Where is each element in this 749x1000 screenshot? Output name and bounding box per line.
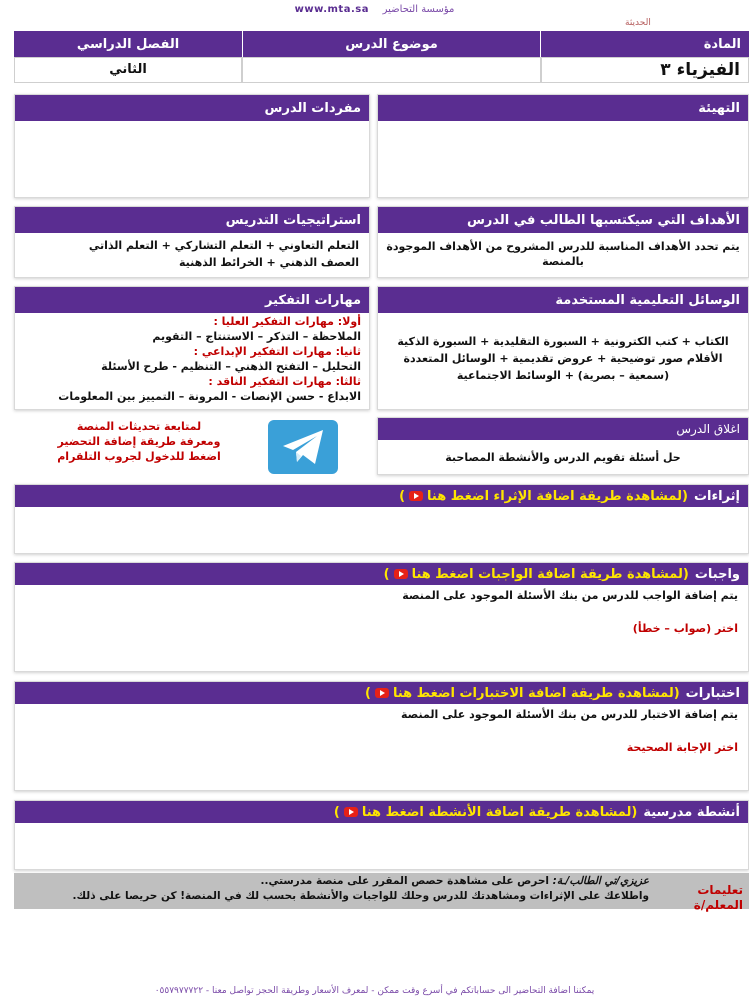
vocab-title: مفردات الدرس — [15, 95, 369, 121]
thinking-heading-2: ثانيا: مهارات التفكير الإبداعي : — [193, 345, 361, 358]
tests-label: اختبارات — [685, 685, 740, 701]
strategies-title: استراتيجيات التدريس — [15, 207, 369, 233]
telegram-line-2: ومعرفة طريقة إضافة التحضير — [57, 435, 221, 448]
warmup-body[interactable] — [378, 121, 748, 197]
instructions-line-1: احرص على مشاهدة حصص المقرر على منصة مدرستي.. — [260, 875, 553, 887]
homework-label: واجبات — [694, 566, 740, 582]
tests-header — [15, 682, 748, 704]
strategies-box — [14, 206, 370, 278]
telegram-promo[interactable] — [14, 418, 370, 476]
activities-label: أنشطة مدرسية — [643, 804, 740, 820]
thinking-box — [14, 286, 370, 410]
enrichment-box — [14, 484, 749, 554]
resources-title: الوسائل التعليمية المستخدمة — [378, 287, 748, 313]
strategies-line2: العصف الذهني + الخرائط الذهنية — [179, 256, 359, 269]
top-branding — [0, 4, 749, 15]
thinking-heading-3: ثالثا: مهارات التفكير الناقد : — [208, 375, 361, 388]
vocab-box — [14, 94, 370, 198]
topic-value[interactable] — [242, 57, 541, 83]
activities-header — [15, 801, 748, 823]
objectives-body: يتم تحدد الأهداف المناسبة للدرس المشروح من الأهداف الموجودة بالمنصة — [386, 240, 740, 268]
instructions-line-2: واطلاعك على الإثراءات ومشاهدتك للدرس وحلك للواجبات والأنشطة بحسب لك في المنصة! كن حريصا على ذلك. — [72, 890, 649, 902]
homework-body: يتم إضافة الواجب للدرس من بنك الأسئلة الموجود على المنصة — [402, 589, 738, 602]
homework-box — [14, 562, 749, 672]
telegram-line-3: اضغط للدخول لجروب التلقرام — [57, 450, 221, 463]
info-table — [14, 31, 749, 83]
resources-box — [377, 286, 749, 410]
homework-choice: اختر (صواب – خطأ) — [632, 622, 738, 635]
objectives-box — [377, 206, 749, 278]
enrichment-label: إثراءات — [693, 488, 740, 504]
activities-box — [14, 800, 749, 870]
youtube-icon[interactable] — [409, 491, 423, 501]
org-sub: الحديثة — [625, 18, 651, 28]
strategies-line1: التعلم التعاوني + التعلم التشاركي + التعلم الذاتي — [88, 239, 359, 252]
instructions-label: تعليمات المعلم/ة — [693, 883, 743, 912]
footer-promo: يمكننا اضافة التحاضير الى حساباتكم في أسرع وقت ممكن - لمعرف الأسعار وطريقة الحجز تواصل معنا - ٠٥٥٧٩٧٧٧٢٢ — [154, 986, 595, 996]
instructions-greeting: عزيزي/تي الطالب/ـة: — [552, 875, 649, 887]
enrichment-link[interactable]: (لمشاهدة طريقة اضافة الإثراء اضغط هنا) — [399, 488, 688, 504]
thinking-line-2: التحليل – التفتح الذهني – التنظيم - طرح الأسئلة — [101, 360, 361, 373]
resources-line1: الكتاب + كتب الكترونية + السبورة التقليدية + السبورة الذكية — [397, 335, 729, 348]
activities-link[interactable]: (لمشاهدة طريقة اضافة الأنشطة اضغط هنا) — [333, 804, 638, 820]
tests-link[interactable]: (لمشاهدة طريقة اضافة الاختبارات اضغط هنا) — [365, 685, 680, 701]
youtube-icon[interactable] — [344, 807, 358, 817]
resources-line3: (سمعية – بصرية) + الوسائط الاجتماعية — [456, 369, 670, 382]
thinking-title: مهارات التفكير — [15, 287, 369, 313]
homework-header — [15, 563, 748, 585]
thinking-line-1: الملاحظة – التذكر – الاستنتاج – التقويم — [152, 330, 361, 343]
thinking-line-3: الابداع - حسن الإنصات - المرونة – التمييز بين المعلومات — [58, 390, 361, 403]
semester-value: الثاني — [14, 57, 242, 83]
warmup-title: التهيئة — [378, 95, 748, 121]
closure-title: اغلاق الدرس — [378, 418, 748, 440]
tests-body: يتم إضافة الاختبار للدرس من بنك الأسئلة الموجود على المنصة — [401, 708, 738, 721]
tests-choice: اختر الإجابة الصحيحة — [626, 741, 738, 754]
telegram-line-1: لمتابعة تحديثات المنصة — [76, 420, 202, 433]
youtube-icon[interactable] — [394, 569, 408, 579]
closure-box — [377, 417, 749, 475]
homework-link[interactable]: (لمشاهدة طريقة اضافة الواجبات اضغط هنا) — [383, 566, 689, 582]
subject-value: الفيزياء ٣ — [541, 57, 749, 83]
youtube-icon[interactable] — [375, 688, 389, 698]
resources-line2: الأقلام صور توضيحية + عروض تقديمية + الوسائل المتعددة — [403, 352, 723, 365]
site-url[interactable]: www.mta.sa — [294, 4, 369, 15]
enrichment-header — [15, 485, 748, 507]
topic-header: موضوع الدرس — [242, 31, 541, 57]
warmup-box — [377, 94, 749, 198]
closure-body: حل أسئلة تقويم الدرس والأنشطة المصاحبة — [445, 451, 681, 464]
tests-box — [14, 681, 749, 791]
teacher-instructions — [14, 873, 749, 912]
telegram-icon[interactable] — [268, 420, 338, 474]
vocab-body[interactable] — [15, 121, 369, 197]
objectives-title: الأهداف التي سيكتسبها الطالب في الدرس — [378, 207, 748, 233]
thinking-heading-1: أولا: مهارات التفكير العليا : — [213, 315, 361, 328]
subject-header: المادة — [541, 31, 749, 57]
org-name: مؤسسة التحاضير — [382, 4, 455, 15]
semester-header: الفصل الدراسي — [14, 31, 242, 57]
